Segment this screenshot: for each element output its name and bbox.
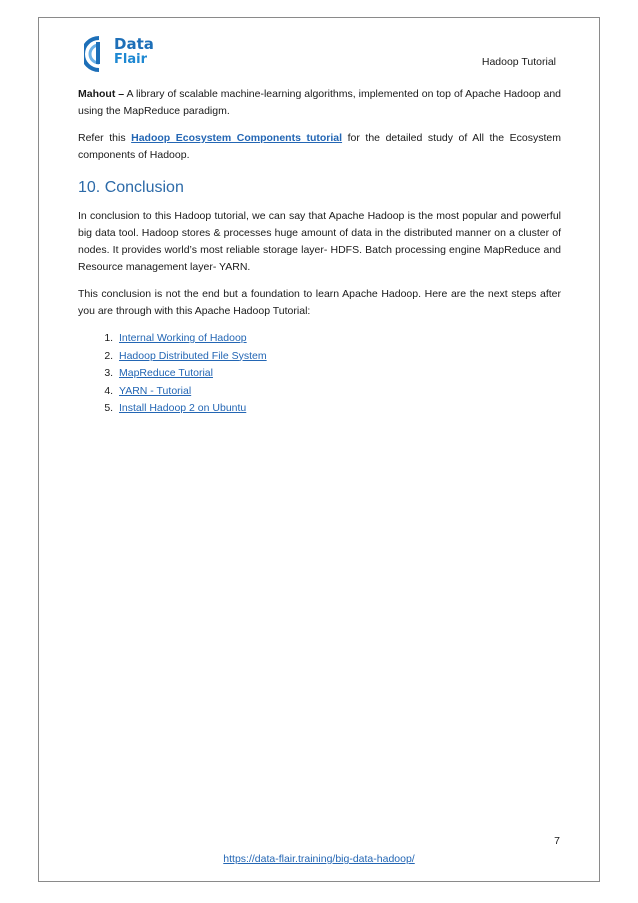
list-item bbox=[116, 365, 561, 383]
hdfs-link[interactable]: Hadoop Distributed File System bbox=[119, 349, 267, 362]
conclusion-paragraph-1: In conclusion to this Hadoop tutorial, we can say that Apache Hadoop is the most popular and powerful big data tool. Hadoop stores & processes huge amount of data in the distributed manner on a cluster of nodes. It provides world’s most reliable storage layer- HDFS. Batch processing engine MapReduce and Resource management layer- YARN. bbox=[78, 210, 561, 273]
page-number: 7 bbox=[554, 835, 560, 847]
list-item bbox=[116, 400, 561, 418]
page-content bbox=[78, 86, 561, 418]
list-item bbox=[116, 330, 561, 348]
internal-working-link[interactable]: Internal Working of Hadoop bbox=[119, 332, 247, 344]
list-item bbox=[116, 383, 561, 401]
yarn-tutorial-link[interactable]: YARN - Tutorial bbox=[119, 384, 192, 397]
header-title: Hadoop Tutorial bbox=[481, 56, 556, 68]
footer bbox=[0, 853, 638, 865]
list-item bbox=[116, 348, 561, 366]
dataflair-logo bbox=[84, 34, 174, 74]
mapreduce-tutorial-link[interactable]: MapReduce Tutorial bbox=[119, 367, 213, 379]
conclusion-paragraph-2: This conclusion is not the end but a foundation to learn Apache Hadoop. Here are the next steps after you are through with this Apache Hadoop Tutorial: bbox=[78, 288, 561, 317]
logo-word-data: Data bbox=[114, 35, 154, 53]
ecosystem-components-link[interactable]: Hadoop Ecosystem Components tutorial bbox=[131, 132, 343, 144]
refer-before: Refer this bbox=[78, 132, 132, 144]
footer-url-link[interactable]: https://data-flair.training/big-data-hadoop/ bbox=[223, 853, 415, 865]
dataflair-logo-icon bbox=[84, 34, 114, 74]
mahout-description: A library of scalable machine-learning algorithms, implemented on top of Apache Hadoop and using the MapReduce paradigm. bbox=[78, 88, 561, 117]
mahout-term: Mahout – bbox=[78, 88, 125, 100]
logo-word-flair: Flair bbox=[114, 52, 147, 67]
refer-paragraph bbox=[78, 130, 561, 164]
conclusion-heading: 10. Conclusion bbox=[78, 179, 184, 196]
next-steps-list bbox=[78, 330, 561, 418]
mahout-paragraph bbox=[78, 86, 561, 120]
refer-after: for the detailed study of All the Ecosystem components of Hadoop. bbox=[78, 132, 561, 161]
install-hadoop-link[interactable]: Install Hadoop 2 on Ubuntu bbox=[119, 402, 247, 414]
